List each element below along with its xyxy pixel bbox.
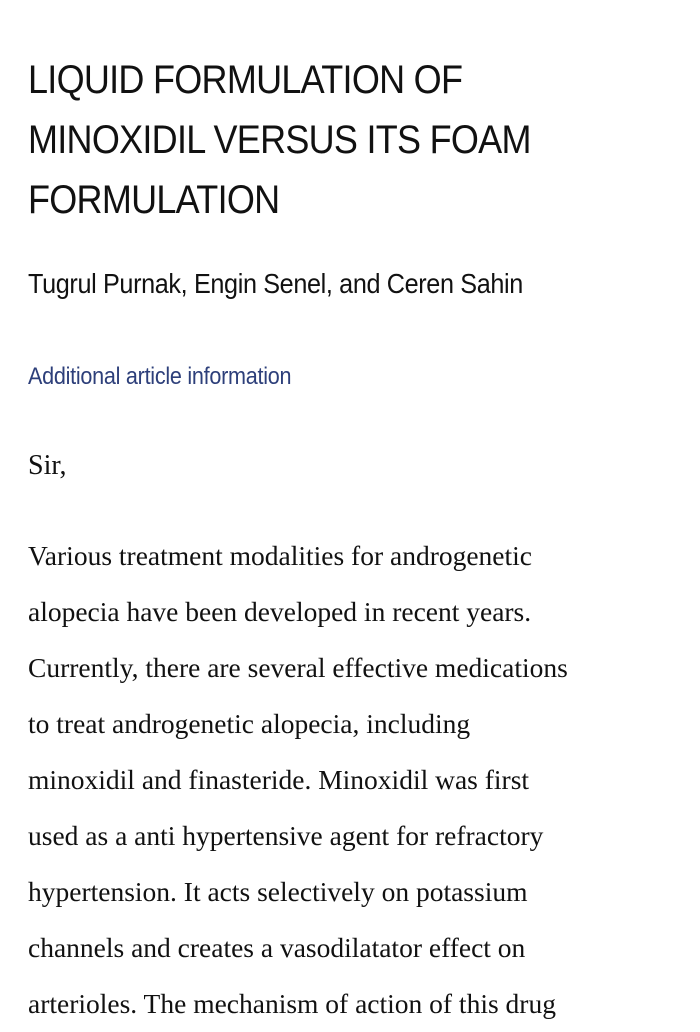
title-line: FORMULATION [28,178,280,222]
salutation: Sir, [28,450,67,481]
body-line: used as a anti hypertensive agent for refractory [28,820,544,851]
body-line: Various treatment modalities for androgenetic [28,540,532,571]
body-line: minoxidil and finasteride. Minoxidil was first [28,764,530,795]
title-line: LIQUID FORMULATION OF [28,58,463,102]
body-line: alopecia have been developed in recent years. [28,596,532,627]
body-line: Currently, there are several effective medications [28,652,568,683]
article-title [28,50,613,230]
title-line: MINOXIDIL VERSUS ITS FOAM [28,118,531,162]
body-line: channels and creates a vasodilatator effect on [28,932,526,963]
body-line: arterioles. The mechanism of action of this drug [28,988,556,1019]
body-line: to treat androgenetic alopecia, including [28,708,471,739]
article-body-paragraph [28,528,568,1032]
additional-article-information-link[interactable]: Additional article information [28,363,292,390]
body-line: hypertension. It acts selectively on potassium [28,876,528,907]
article-authors: Tugrul Purnak, Engin Senel, and Ceren Sahin [28,268,523,299]
